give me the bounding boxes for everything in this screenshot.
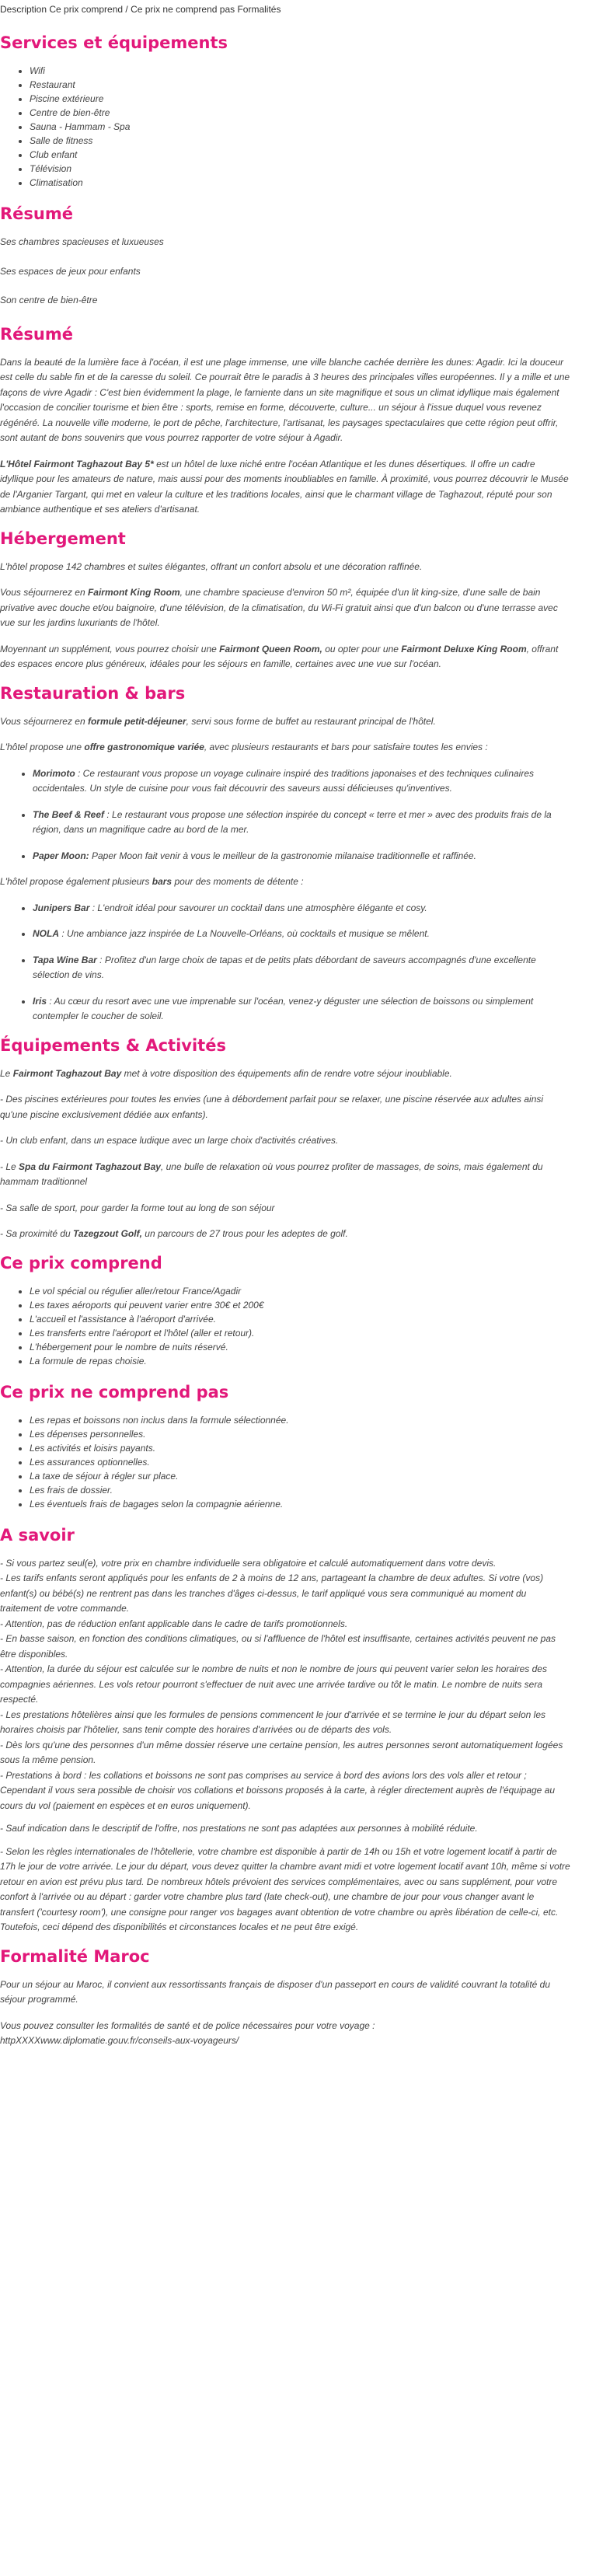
hotel-paragraph: L'Hôtel Fairmont Taghazout Bay 5* est un hôtel de luxe niché entre l'océan Atlantique et les dunes désertiques. Il offre un cadre idyllique pour les amateurs de nature, mais aussi pour des moments inoubliables en famille. À proximité, vous pourrez découvrir le Musée de l'Arganier Targant, qui met en valeur la culture et les traditions locales, ainsi que le charmant village de Taghazout, réputé pour son ambiance authentique et ses ateliers d'artisanat.	[0, 458, 569, 515]
services-title: Services et équipements	[0, 33, 228, 52]
note-line: - Les tarifs enfants seront appliqués pour les enfants de 2 à moins de 12 ans, partageant la chambre de deux adultes. Si votre (vos) enfant(s) ou bébé(s) ne rentrent pas dans les tranches d'âges ci-dessus, le tarif appliqué vous sera communiqué au moment du traitement de votre commande.	[0, 1572, 544, 1614]
note-line: - Attention, pas de réduction enfant applicable dans le cadre de tarifs promotionnels.	[0, 1618, 348, 1629]
note-line: - Prestations à bord : les collations et boissons ne sont pas comprises au service à bord des avions lors des vols aller et retour ; Cependant il vous sera possible de choisir vos collations et boissons proposés à la carte, à régler directement auprès de l'équipage au cours du vol (paiement en espèces et en euros uniquement).	[0, 1769, 556, 1811]
not-included-list	[0, 1413, 570, 1511]
list-item: • Junipers Bar : L'endroit idéal pour savourer un cocktail dans une atmosphère élégante et cosy.	[33, 901, 570, 916]
equipements-intro: Le Fairmont Taghazout Bay met à votre disposition des équipements afin de rendre votre séjour inoubliable.	[0, 1067, 452, 1079]
formula-paragraph: Vous séjournerez en formule petit-déjeuner, servi sous forme de buffet au restaurant principal de l'hôtel.	[0, 715, 436, 727]
resume-detail-section	[0, 324, 570, 518]
tabs-line: Description Ce prix comprend / Ce prix ne comprend pas Formalités	[0, 4, 281, 15]
equipements-section	[0, 1035, 570, 1242]
list-item: • La formule de repas choisie.	[30, 1354, 570, 1368]
passport-paragraph: Pour un séjour au Maroc, il convient aux ressortissants français de disposer d'un passeport en cours de validité couvrant la totalité du séjour programmé.	[0, 1978, 551, 2005]
not-included-title: Ce prix ne comprend pas	[0, 1382, 229, 1401]
included-list	[0, 1284, 570, 1368]
list-item: • Les repas et boissons non inclus dans la formule sélectionnée.	[30, 1413, 570, 1427]
room-paragraph: Vous séjournerez en Fairmont King Room, une chambre spacieuse d'environ 50 m², équipée d'un lit king-size, d'une salle de bain privative avec douche et/ou baignoire, d'une télévision, de la climatisation, du Wi-Fi gratuit ainsi que d'un balcon ou d'une terrasse avec vue sur les jardins luxuriants de l'hôtel.	[0, 587, 558, 628]
list-item: • Le vol spécial ou régulier aller/retour France/Agadir	[30, 1284, 570, 1298]
list-item: • Les taxes aéroports qui peuvent varier entre 30€ et 200€	[30, 1298, 570, 1312]
list-item: • Les assurances optionnelles.	[30, 1455, 570, 1469]
resume-line: Ses espaces de jeux pour enfants	[0, 265, 141, 277]
list-item: • Les transferts entre l'aéroport et l'hôtel (aller et retour).	[30, 1326, 570, 1340]
golf-paragraph: - Sa proximité du Tazegzout Golf, un parcours de 27 trous pour les adeptes de golf.	[0, 1228, 348, 1239]
note-line: - Si vous partez seul(e), votre prix en chambre individuelle sera obligatoire et calculé automatiquement dans votre devis.	[0, 1557, 497, 1569]
note-line: - Dès lors qu'une des personnes d'un même dossier réserve une certaine pension, les autres personnes seront automatiquement logées sous la même pension.	[0, 1739, 563, 1765]
a-savoir-section	[0, 1525, 570, 1935]
list-item: • L'accueil et l'assistance à l'aéroport d'arrivée.	[30, 1312, 570, 1326]
list-item: • Les frais de dossier.	[30, 1483, 570, 1497]
formalite-title: Formalité Maroc	[0, 1946, 150, 1966]
bars-paragraph: L'hôtel propose également plusieurs bars pour des moments de détente :	[0, 876, 304, 887]
equipements-title: Équipements & Activités	[0, 1035, 226, 1055]
services-section	[0, 33, 570, 190]
resume-title: Résumé	[0, 204, 73, 223]
list-item: • Wifi	[30, 64, 570, 78]
hebergement-title: Hébergement	[0, 529, 126, 548]
resume-paragraph: Dans la beauté de la lumière face à l'océan, il est une plage immense, une ville blanche cachée derrière les dunes: Agadir. Ici la douceur est celle du sable fin et de la caresse du soleil. Ce pourrait être le paradis à 3 heures des principales villes européennes. Il y a mille et une façons de vivre Agadir : C'est bien évidemment la plage, le farniente dans un site magnifique et sous un climat idyllique mais également l'occasion de concilier tourisme et bien être : sports, remise en forme, découverte, culture... un séjour à l'issue duquel vous revenez régénéré. La nouvelle ville moderne, le port de pêche, l'architecture, l'artisanat, les paysages spectaculaires que cette région peut offrir, sont autant de bons souvenirs que vous pourrez rapporter de votre séjour à Agadir.	[0, 356, 570, 443]
list-item: • Centre de bien-être	[30, 106, 570, 120]
restaurants-list	[0, 766, 570, 864]
a-savoir-title: A savoir	[0, 1525, 75, 1545]
list-item: • Sauna - Hammam - Spa	[30, 120, 570, 134]
restauration-title: Restauration & bars	[0, 683, 186, 703]
resume-line: Ses chambres spacieuses et luxueuses	[0, 236, 164, 247]
gym-paragraph: - Sa salle de sport, pour garder la forme tout au long de son séjour	[0, 1202, 275, 1213]
gastronomy-paragraph: L'hôtel propose une offre gastronomique variée, avec plusieurs restaurants et bars pour satisfaire toutes les envies :	[0, 742, 488, 752]
not-included-section	[0, 1382, 570, 1511]
checkin-note: - Selon les règles internationales de l'hôtellerie, votre chambre est disponible à partir de 14h ou 15h et votre logement locatif à partir de 17h le jour de votre arrivée. Le jour du départ, vous devez quitter la chambre avant midi et votre logement locatif avant 10h, même si votre retour en avion est prévu plus tard. De nombreux hôtels prévoient des services complémentaires, avec ou sans supplément, pour votre confort à l'arrivée ou au départ : garder votre chambre plus tard (late check-out), une chambre de jour pour vous changer avant le transfert ('courtesy room'), une consigne pour ranger vos bagages avant obtention de votre chambre ou après libération de celle-ci, etc. Toutefois, ceci dépend des disponibilités et circonstances locales et ne peut être exigé.	[0, 1845, 570, 1932]
list-item: • Climatisation	[30, 176, 570, 190]
note-line: - Attention, la durée du séjour est calculée sur le nombre de nuits et non le nombre de jours qui peuvent varier selon les horaires des compagnies aériennes. Les vols retour pourront s'effectuer de nuit avec une arrivée tardive ou tôt le matin. Le nombre de nuits sera respecté.	[0, 1663, 547, 1705]
bars-list	[0, 901, 570, 1024]
included-section	[0, 1253, 570, 1368]
list-item: • Les éventuels frais de bagages selon la compagnie aérienne.	[30, 1497, 570, 1511]
list-item: • Paper Moon: Paper Moon fait venir à vous le meilleur de la gastronomie milanaise traditionnelle et raffinée.	[33, 849, 570, 864]
kids-club-paragraph: - Un club enfant, dans un espace ludique avec un large choix d'activités créatives.	[0, 1135, 339, 1146]
pools-paragraph: - Des piscines extérieures pour toutes les envies (une à débordement parfait pour se relaxer, une piscine réservée aux adultes ainsi qu'une piscine exclusivement dédiée aux enfants).	[0, 1094, 544, 1120]
included-title: Ce prix comprend	[0, 1253, 162, 1272]
resume-line: Son centre de bien-être	[0, 295, 98, 305]
list-item: • The Beef & Reef : Le restaurant vous propose une sélection inspirée du concept « terre et mer » avec des produits frais de la région, dans un magnifique cadre au bord de la mer.	[33, 808, 570, 838]
list-item: • Les dépenses personnelles.	[30, 1427, 570, 1441]
formalite-section	[0, 1946, 570, 2049]
list-item: • Télévision	[30, 162, 570, 176]
list-item: • Morimoto : Ce restaurant vous propose un voyage culinaire inspiré des traditions japonaises et des techniques culinaires occidentales. Un style de cuisine pour vous fait découvrir des saveurs aussi délicieuses qu'inventives.	[33, 766, 570, 797]
list-item: • Iris : Au cœur du resort avec une vue imprenable sur l'océan, venez-y déguster une sélection de boissons ou simplement contempler le coucher de soleil.	[33, 994, 570, 1024]
services-list	[0, 64, 570, 190]
mobility-note: - Sauf indication dans le descriptif de l'offre, nos prestations ne sont pas adaptées aux personnes à mobilité réduite.	[0, 1823, 478, 1834]
list-item: • Restaurant	[30, 78, 570, 92]
list-item: • L'hébergement pour le nombre de nuits réservé.	[30, 1340, 570, 1354]
list-item: • Piscine extérieure	[30, 92, 570, 106]
rooms-paragraph: L'hôtel propose 142 chambres et suites élégantes, offrant un confort absolu et une décoration raffinée.	[0, 560, 423, 572]
note-line: - En basse saison, en fonction des conditions climatiques, ou si l'affluence de l'hôtel est insuffisante, certaines activités peuvent ne pas être disponibles.	[0, 1633, 556, 1660]
resume-section	[0, 204, 570, 309]
list-item: • Tapa Wine Bar : Profitez d'un large choix de tapas et de petits plats débordant de saveurs accompagnés d'une excellente sélection de vins.	[33, 953, 570, 983]
restauration-section	[0, 683, 570, 1024]
consult-paragraph: Vous pouvez consulter les formalités de santé et de police nécessaires pour votre voyage :	[0, 2019, 375, 2031]
hebergement-section	[0, 529, 570, 672]
list-item: • La taxe de séjour à régler sur place.	[30, 1469, 570, 1483]
diplomatie-link[interactable]: httpXXXXwww.diplomatie.gouv.fr/conseils-aux-voyageurs/	[0, 2035, 239, 2046]
list-item: • Club enfant	[30, 148, 570, 162]
hotel-name: L'Hôtel Fairmont Taghazout Bay 5*	[0, 458, 154, 469]
resume-detail-title: Résumé	[0, 324, 73, 344]
list-item: • Salle de fitness	[30, 134, 570, 148]
list-item: • Les activités et loisirs payants.	[30, 1441, 570, 1455]
spa-paragraph: - Le Spa du Fairmont Taghazout Bay, une bulle de relaxation où vous pourrez profiter de massages, de soins, mais également du hammam traditionnel	[0, 1161, 543, 1187]
note-line: - Les prestations hôtelières ainsi que les formules de pensions commencent le jour d'arrivée et se termine le jour du départ selon les horaires choisis par l'hôtelier, sans tenir compte des horaires d'arrivées ou de départs des vols.	[0, 1709, 545, 1735]
supplement-paragraph: Moyennant un supplément, vous pourrez choisir une Fairmont Queen Room, ou opter pour une Fairmont Deluxe King Room, offrant des espaces encore plus généreux, idéales pour les séjours en famille, certaines avec une vue sur l'océan.	[0, 643, 559, 669]
list-item: • NOLA : Une ambiance jazz inspirée de La Nouvelle-Orléans, où cocktails et musique se mêlent.	[33, 927, 570, 942]
